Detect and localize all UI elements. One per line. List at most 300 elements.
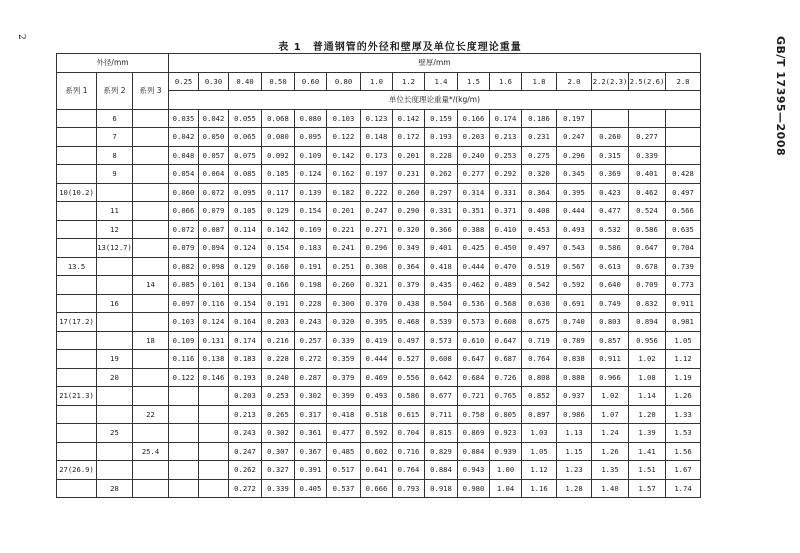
- mass-cell: 0.364: [522, 183, 557, 202]
- mass-cell: 0.691: [557, 294, 592, 313]
- mass-cell: 0.216: [262, 331, 295, 350]
- series-3-cell: [133, 220, 169, 239]
- mass-cell: 0.186: [522, 109, 557, 128]
- series-2-cell: [97, 442, 133, 461]
- mass-cell: [169, 424, 199, 443]
- mass-cell: [169, 387, 199, 406]
- mass-cell: 0.253: [262, 387, 295, 406]
- series-3-cell: [133, 350, 169, 369]
- mass-cell: 0.379: [393, 276, 425, 295]
- mass-cell: 0.213: [490, 128, 522, 147]
- mass-cell: 1.51: [629, 461, 666, 480]
- thickness-header-cell: 2.0: [557, 72, 592, 91]
- mass-cell: 0.241: [327, 239, 361, 258]
- table-row: [57, 257, 701, 276]
- mass-cell: 0.537: [327, 479, 361, 498]
- mass-cell: 0.138: [199, 350, 229, 369]
- table-row: [57, 165, 701, 184]
- mass-cell: 0.098: [199, 257, 229, 276]
- series-2-cell: 12: [97, 220, 133, 239]
- mass-cell: 0.493: [361, 387, 393, 406]
- mass-cell: 0.296: [557, 146, 592, 165]
- mass-cell: 0.444: [361, 350, 393, 369]
- mass-cell: 0.438: [393, 294, 425, 313]
- mass-cell: 0.103: [327, 109, 361, 128]
- table-row: [57, 183, 701, 202]
- series-1-cell: 13.5: [57, 257, 97, 276]
- mass-cell: 0.271: [361, 220, 393, 239]
- series-1-cell: [57, 368, 97, 387]
- mass-cell: 0.408: [522, 202, 557, 221]
- mass-cell: 0.986: [557, 405, 592, 424]
- series-1-cell: [57, 294, 97, 313]
- mass-cell: 0.829: [425, 442, 458, 461]
- series-3-cell: [133, 368, 169, 387]
- mass-cell: 0.327: [262, 461, 295, 480]
- series-3-cell: [133, 461, 169, 480]
- mass-cell: 0.213: [229, 405, 262, 424]
- series-3-cell: [133, 183, 169, 202]
- mass-cell: 0.308: [361, 257, 393, 276]
- series-1-cell: 10(10.2): [57, 183, 97, 202]
- mass-cell: 0.615: [393, 405, 425, 424]
- mass-cell: 0.117: [262, 183, 295, 202]
- mass-cell: 0.251: [327, 257, 361, 276]
- mass-cell: 0.369: [592, 165, 629, 184]
- mass-cell: 0.247: [557, 128, 592, 147]
- mass-cell: 0.222: [361, 183, 393, 202]
- mass-cell: 0.320: [327, 313, 361, 332]
- mass-cell: 0.320: [393, 220, 425, 239]
- mass-cell: 0.793: [393, 479, 425, 498]
- mass-cell: 0.897: [522, 405, 557, 424]
- mass-cell: 0.221: [327, 220, 361, 239]
- mass-cell: 0.129: [229, 257, 262, 276]
- mass-cell: 0.087: [199, 220, 229, 239]
- mass-cell: 1.19: [666, 368, 701, 387]
- mass-cell: 0.123: [361, 109, 393, 128]
- mass-cell: 0.450: [490, 239, 522, 258]
- series-3-cell: 25.4: [133, 442, 169, 461]
- mass-cell: 0.773: [666, 276, 701, 295]
- mass-cell: 0.300: [327, 294, 361, 313]
- mass-cell: 0.684: [458, 368, 490, 387]
- series-1-cell: [57, 479, 97, 498]
- table-header: [57, 54, 701, 110]
- mass-cell: 1.13: [557, 424, 592, 443]
- mass-cell: 0.418: [425, 257, 458, 276]
- mass-cell: 0.462: [629, 183, 666, 202]
- mass-cell: 0.764: [393, 461, 425, 480]
- series-3-cell: 18: [133, 331, 169, 350]
- mass-cell: 0.608: [490, 313, 522, 332]
- mass-cell: 0.687: [490, 350, 522, 369]
- mass-cell: 0.174: [490, 109, 522, 128]
- mass-cell: 0.586: [629, 220, 666, 239]
- mass-cell: 0.124: [199, 313, 229, 332]
- series-1-cell: 21(21.3): [57, 387, 97, 406]
- mass-cell: 0.711: [425, 405, 458, 424]
- mass-cell: 0.260: [592, 128, 629, 147]
- mass-cell: 0.613: [592, 257, 629, 276]
- standard-code: GB/T 17395—2008: [774, 36, 787, 157]
- series-1-cell: [57, 146, 97, 165]
- series-2-cell: 16: [97, 294, 133, 313]
- mass-cell: 0.203: [229, 387, 262, 406]
- series-3-cell: 14: [133, 276, 169, 295]
- thickness-header-cell: 2.5(2.6): [629, 72, 666, 91]
- mass-cell: 0.154: [262, 239, 295, 258]
- mass-cell: 0.072: [169, 220, 199, 239]
- series-1-cell: [57, 165, 97, 184]
- series-3-cell: [133, 128, 169, 147]
- outer-diameter-header: 外径/mm: [57, 54, 169, 73]
- mass-cell: 0.803: [592, 313, 629, 332]
- mass-cell: [199, 442, 229, 461]
- mass-cell: 0.428: [666, 165, 701, 184]
- mass-cell: 0.401: [425, 239, 458, 258]
- series-3-header: 系列 3: [133, 72, 169, 109]
- mass-cell: 0.721: [458, 387, 490, 406]
- mass-cell: 0.085: [229, 165, 262, 184]
- mass-cell: 0.675: [522, 313, 557, 332]
- mass-cell: 0.307: [262, 442, 295, 461]
- mass-cell: 1.28: [557, 479, 592, 498]
- mass-cell: 1.05: [666, 331, 701, 350]
- series-3-cell: 22: [133, 405, 169, 424]
- mass-cell: 0.101: [199, 276, 229, 295]
- mass-cell: 1.53: [666, 424, 701, 443]
- mass-cell: 0.462: [458, 276, 490, 295]
- mass-cell: 0.477: [327, 424, 361, 443]
- mass-cell: 0.265: [262, 405, 295, 424]
- mass-cell: 0.272: [229, 479, 262, 498]
- mass-cell: 0.678: [629, 257, 666, 276]
- mass-cell: [666, 109, 701, 128]
- mass-cell: 0.765: [490, 387, 522, 406]
- mass-cell: 0.364: [393, 257, 425, 276]
- series-1-cell: 27(26.9): [57, 461, 97, 480]
- steel-pipe-table: [56, 53, 701, 498]
- mass-cell: [592, 109, 629, 128]
- thickness-header-cell: 0.25: [169, 72, 199, 91]
- table-row: [57, 220, 701, 239]
- mass-cell: 0.054: [169, 165, 199, 184]
- mass-cell: [666, 128, 701, 147]
- mass-cell: 0.808: [522, 368, 557, 387]
- mass-cell: 0.082: [169, 257, 199, 276]
- mass-cell: 1.20: [629, 405, 666, 424]
- mass-cell: 0.444: [557, 202, 592, 221]
- table-title: 表 1 普通钢管的外径和壁厚及单位长度理论重量: [278, 42, 522, 53]
- mass-cell: 0.339: [327, 331, 361, 350]
- thickness-header-cell: 0.60: [295, 72, 327, 91]
- mass-cell: 0.666: [361, 479, 393, 498]
- mass-cell: 0.980: [458, 479, 490, 498]
- mass-cell: 0.142: [393, 109, 425, 128]
- mass-cell: 0.297: [425, 183, 458, 202]
- mass-cell: 0.857: [592, 331, 629, 350]
- thickness-header-cell: 1.0: [361, 72, 393, 91]
- mass-cell: 0.166: [458, 109, 490, 128]
- mass-cell: 0.174: [229, 331, 262, 350]
- page-number: 2: [16, 34, 26, 40]
- mass-cell: 0.532: [592, 220, 629, 239]
- series-2-cell: 13(12.7): [97, 239, 133, 258]
- mass-cell: 0.197: [361, 165, 393, 184]
- thickness-header-cell: 1.4: [425, 72, 458, 91]
- mass-cell: 0.517: [327, 461, 361, 480]
- mass-cell: 0.349: [393, 239, 425, 258]
- mass-cell: 0.290: [393, 202, 425, 221]
- mass-cell: 0.331: [425, 202, 458, 221]
- mass-cell: 0.201: [327, 202, 361, 221]
- mass-cell: 0.640: [592, 276, 629, 295]
- mass-cell: 1.24: [592, 424, 629, 443]
- mass-cell: 0.160: [262, 257, 295, 276]
- mass-cell: 0.159: [425, 109, 458, 128]
- table-row: [57, 479, 701, 498]
- series-2-cell: 6: [97, 109, 133, 128]
- mass-cell: [169, 405, 199, 424]
- mass-cell: 0.146: [199, 368, 229, 387]
- mass-cell: 1.04: [490, 479, 522, 498]
- mass-cell: 0.602: [361, 442, 393, 461]
- thickness-header-cell: 2.2(2.3): [592, 72, 629, 91]
- mass-cell: 1.35: [592, 461, 629, 480]
- mass-cell: 0.586: [393, 387, 425, 406]
- mass-cell: 1.67: [666, 461, 701, 480]
- mass-cell: 0.166: [262, 276, 295, 295]
- mass-cell: 0.739: [666, 257, 701, 276]
- table-row: [57, 146, 701, 165]
- table-row: [57, 405, 701, 424]
- mass-cell: 0.257: [295, 331, 327, 350]
- mass-cell: 0.981: [666, 313, 701, 332]
- mass-cell: 0.302: [262, 424, 295, 443]
- mass-cell: 0.586: [592, 239, 629, 258]
- mass-cell: 0.320: [522, 165, 557, 184]
- mass-cell: 0.401: [629, 165, 666, 184]
- mass-cell: 0.789: [557, 331, 592, 350]
- mass-cell: 1.14: [629, 387, 666, 406]
- table-body: [57, 109, 701, 498]
- mass-cell: 0.228: [262, 350, 295, 369]
- mass-cell: 0.262: [425, 165, 458, 184]
- mass-cell: 0.884: [425, 461, 458, 480]
- mass-cell: 0.296: [361, 239, 393, 258]
- mass-cell: 0.758: [458, 405, 490, 424]
- mass-cell: 0.109: [295, 146, 327, 165]
- mass-cell: 0.109: [169, 331, 199, 350]
- series-2-cell: 20: [97, 368, 133, 387]
- mass-cell: 0.536: [458, 294, 490, 313]
- mass-cell: 0.321: [361, 276, 393, 295]
- thickness-header-cell: 0.30: [199, 72, 229, 91]
- series-2-cell: 11: [97, 202, 133, 221]
- mass-cell: 1.74: [666, 479, 701, 498]
- mass-cell: 0.331: [490, 183, 522, 202]
- mass-cell: 0.884: [458, 442, 490, 461]
- mass-cell: 0.395: [557, 183, 592, 202]
- mass-cell: 0.423: [592, 183, 629, 202]
- mass-cell: 0.527: [393, 350, 425, 369]
- mass-cell: 0.966: [592, 368, 629, 387]
- mass-cell: 0.169: [295, 220, 327, 239]
- mass-cell: 0.124: [229, 239, 262, 258]
- mass-cell: 0.542: [522, 276, 557, 295]
- mass-cell: 0.272: [295, 350, 327, 369]
- mass-cell: 0.277: [458, 165, 490, 184]
- mass-cell: 0.642: [425, 368, 458, 387]
- mass-cell: 0.852: [522, 387, 557, 406]
- mass-cell: 0.142: [262, 220, 295, 239]
- mass-cell: 0.485: [327, 442, 361, 461]
- mass-cell: 0.911: [666, 294, 701, 313]
- mass-cell: 0.260: [327, 276, 361, 295]
- mass-cell: 0.367: [295, 442, 327, 461]
- series-3-cell: [133, 257, 169, 276]
- series-2-cell: 8: [97, 146, 133, 165]
- mass-cell: 0.815: [425, 424, 458, 443]
- mass-cell: 0.154: [295, 202, 327, 221]
- mass-cell: 0.116: [199, 294, 229, 313]
- mass-cell: 0.630: [522, 294, 557, 313]
- mass-cell: 0.704: [393, 424, 425, 443]
- mass-cell: 1.12: [666, 350, 701, 369]
- mass-cell: 1.23: [557, 461, 592, 480]
- mass-cell: 0.131: [199, 331, 229, 350]
- series-1-cell: [57, 350, 97, 369]
- mass-cell: 0.339: [262, 479, 295, 498]
- mass-cell: 0.647: [490, 331, 522, 350]
- mass-cell: 0.805: [490, 405, 522, 424]
- mass-cell: 0.035: [169, 109, 199, 128]
- table-row: [57, 128, 701, 147]
- mass-cell: 0.418: [327, 405, 361, 424]
- mass-cell: 0.134: [229, 276, 262, 295]
- mass-cell: 0.154: [229, 294, 262, 313]
- mass-cell: 1.16: [522, 479, 557, 498]
- mass-cell: 0.262: [229, 461, 262, 480]
- thickness-header-cell: 2.8: [666, 72, 701, 91]
- series-2-cell: 7: [97, 128, 133, 147]
- thickness-header-cell: 1.5: [458, 72, 490, 91]
- mass-cell: 0.391: [295, 461, 327, 480]
- mass-cell: [629, 109, 666, 128]
- mass-cell: 0.566: [666, 202, 701, 221]
- mass-cell: 0.410: [490, 220, 522, 239]
- table-row: [57, 313, 701, 332]
- mass-cell: 0.444: [458, 257, 490, 276]
- mass-cell: 0.395: [361, 313, 393, 332]
- series-3-cell: [133, 424, 169, 443]
- mass-cell: 0.080: [262, 128, 295, 147]
- mass-cell: 0.253: [490, 146, 522, 165]
- mass-cell: 0.203: [262, 313, 295, 332]
- table-row: [57, 202, 701, 221]
- series-1-cell: 17(17.2): [57, 313, 97, 332]
- mass-cell: 0.085: [169, 276, 199, 295]
- mass-cell: 0.568: [490, 294, 522, 313]
- thickness-header-cell: 1.2: [393, 72, 425, 91]
- mass-cell: 0.095: [229, 183, 262, 202]
- mass-cell: 0.493: [557, 220, 592, 239]
- series-3-cell: [133, 146, 169, 165]
- mass-cell: 0.142: [327, 146, 361, 165]
- mass-cell: 0.709: [629, 276, 666, 295]
- series-3-cell: [133, 202, 169, 221]
- mass-cell: 0.197: [557, 109, 592, 128]
- mass-cell: 0.592: [557, 276, 592, 295]
- mass-cell: 0.556: [393, 368, 425, 387]
- mass-cell: 0.716: [393, 442, 425, 461]
- mass-cell: 0.094: [199, 239, 229, 258]
- mass-cell: 0.371: [490, 202, 522, 221]
- mass-cell: 0.677: [425, 387, 458, 406]
- mass-cell: 0.231: [522, 128, 557, 147]
- mass-cell: 0.573: [425, 331, 458, 350]
- mass-cell: 0.193: [229, 368, 262, 387]
- series-3-cell: [133, 479, 169, 498]
- thickness-header-cell: 0.40: [229, 72, 262, 91]
- series-2-cell: [97, 313, 133, 332]
- mass-cell: 0.287: [295, 368, 327, 387]
- mass-cell: 0.072: [199, 183, 229, 202]
- mass-cell: [666, 146, 701, 165]
- mass-cell: 0.838: [557, 350, 592, 369]
- mass-cell: 0.048: [169, 146, 199, 165]
- series-1-header: 系列 1: [57, 72, 97, 109]
- mass-cell: 0.191: [295, 257, 327, 276]
- mass-cell: 0.339: [629, 146, 666, 165]
- table-row: [57, 294, 701, 313]
- mass-cell: 1.08: [629, 368, 666, 387]
- mass-cell: 1.15: [557, 442, 592, 461]
- table-row: [57, 368, 701, 387]
- mass-cell: 0.315: [592, 146, 629, 165]
- mass-cell: 0.162: [327, 165, 361, 184]
- mass-cell: 0.719: [522, 331, 557, 350]
- mass-cell: 0.388: [458, 220, 490, 239]
- series-1-cell: [57, 239, 97, 258]
- series-2-cell: 19: [97, 350, 133, 369]
- series-2-cell: 28: [97, 479, 133, 498]
- mass-cell: 0.260: [393, 183, 425, 202]
- mass-cell: 0.641: [361, 461, 393, 480]
- series-2-header: 系列 2: [97, 72, 133, 109]
- table-row: [57, 109, 701, 128]
- mass-cell: [199, 461, 229, 480]
- mass-cell: 0.504: [425, 294, 458, 313]
- mass-cell: 0.182: [327, 183, 361, 202]
- thickness-header-cell: 1.8: [522, 72, 557, 91]
- mass-cell: 0.635: [666, 220, 701, 239]
- mass-cell: 0.911: [592, 350, 629, 369]
- series-1-cell: [57, 202, 97, 221]
- mass-cell: 1.33: [666, 405, 701, 424]
- mass-cell: 1.02: [592, 387, 629, 406]
- mass-cell: 0.122: [169, 368, 199, 387]
- mass-cell: 0.497: [666, 183, 701, 202]
- mass-cell: 1.03: [522, 424, 557, 443]
- mass-cell: 0.064: [199, 165, 229, 184]
- series-3-cell: [133, 165, 169, 184]
- series-1-cell: [57, 442, 97, 461]
- series-3-cell: [133, 109, 169, 128]
- mass-cell: 0.055: [229, 109, 262, 128]
- mass-cell: 0.468: [393, 313, 425, 332]
